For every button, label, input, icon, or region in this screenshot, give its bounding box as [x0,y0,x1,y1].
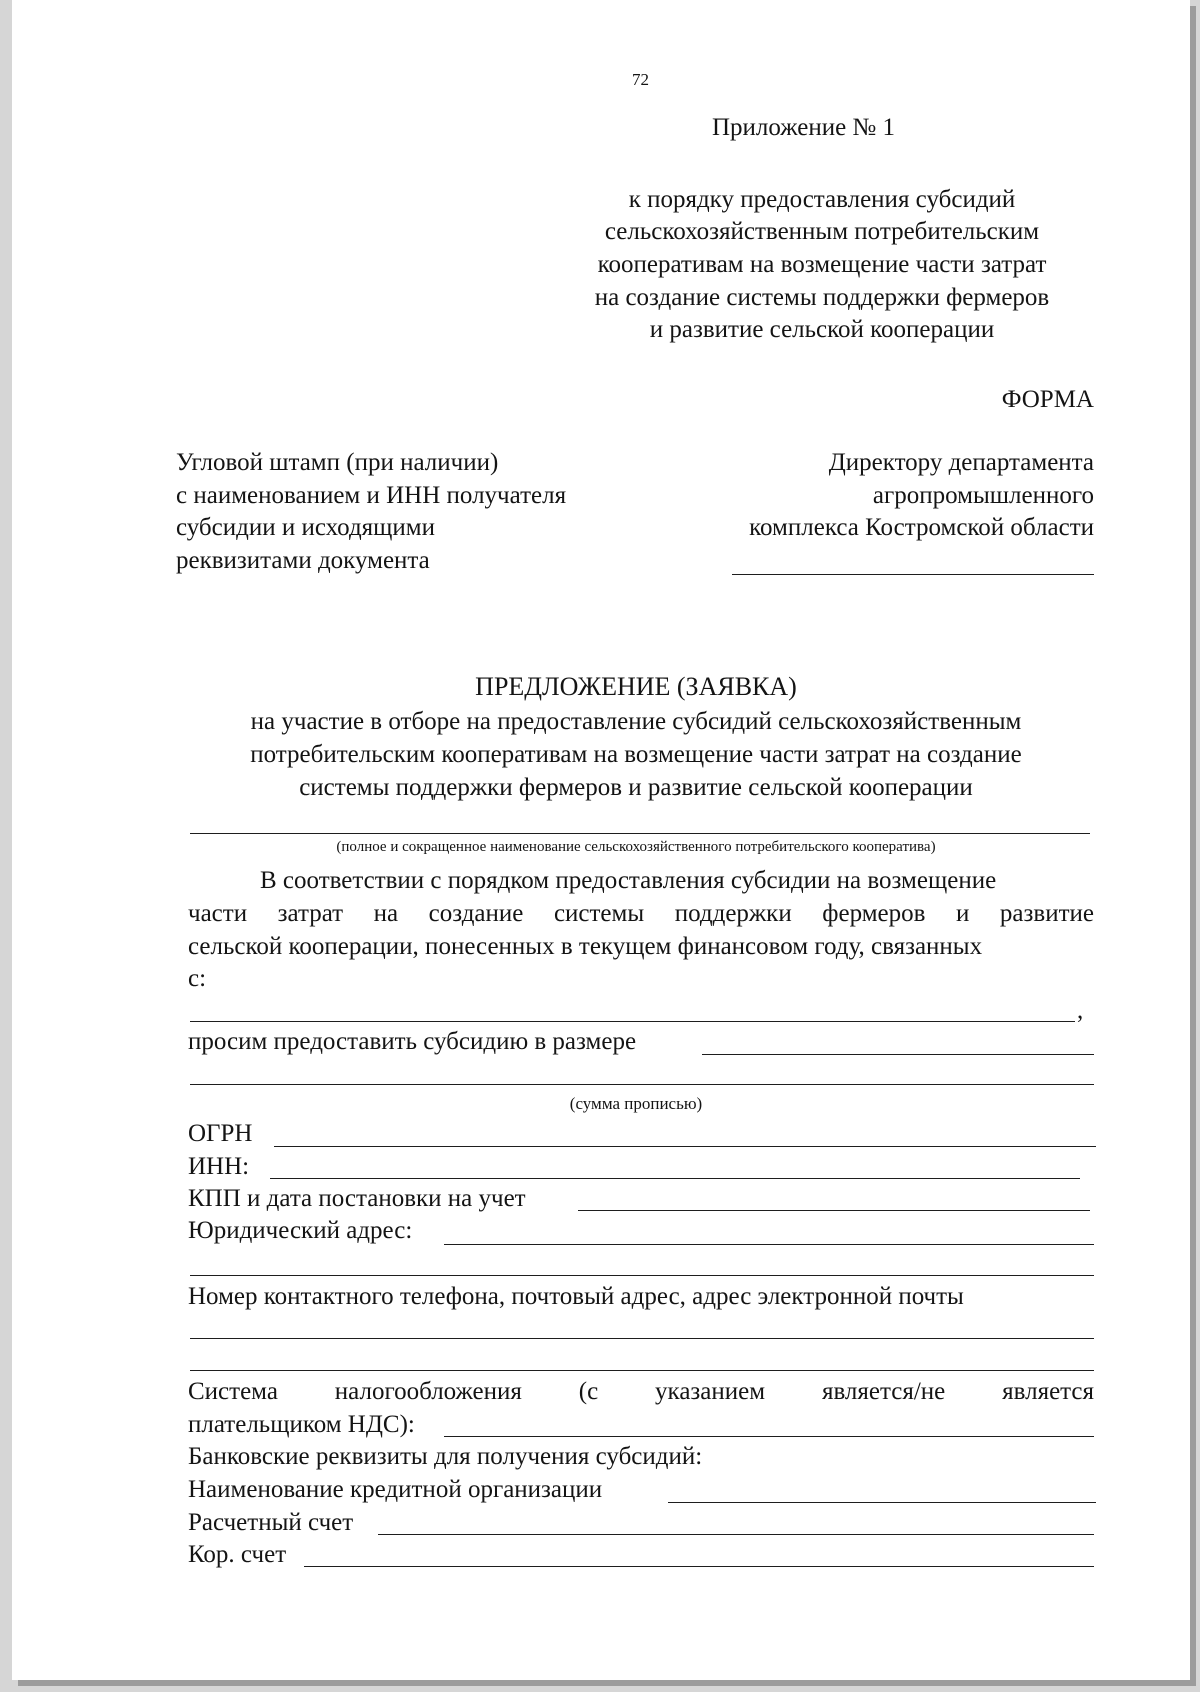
heading-line: потребительским кооперативам на возмещение части затрат на создание [250,741,1022,768]
ogrn-label: ОГРН [188,1120,253,1147]
appendix-line: сельскохозяйственным потребительским [604,218,1040,245]
addressee-line: комплекса Костромской области [749,514,1094,541]
page-number: 72 [632,70,649,89]
appendix-line: на создание системы поддержки фермеров [594,284,1050,311]
corr-account-field[interactable] [304,1566,1094,1567]
current-account-field[interactable] [378,1534,1094,1535]
purpose-comma: , [1077,997,1084,1024]
body-line: В соответствии с порядком предоставления субсидии на возмещение [260,867,997,894]
inn-label: ИНН: [188,1153,250,1180]
heading-line: системы поддержки фермеров и развитие сельской кооперации [299,774,973,801]
legal-address-field-2[interactable] [190,1275,1094,1276]
heading-line: на участие в отборе на предоставление субсидий сельскохозяйственным [250,708,1022,735]
ogrn-field[interactable] [274,1146,1096,1147]
legal-address-label: Юридический адрес: [188,1217,413,1244]
stamp-line: субсидии и исходящими [176,514,436,541]
kpp-field[interactable] [578,1210,1090,1211]
bank-name-label: Наименование кредитной организации [188,1476,603,1503]
addressee-line: агропромышленного [872,482,1094,509]
current-account-label: Расчетный счет [188,1509,354,1536]
document-page [12,0,1190,1680]
appendix-line: к порядку предоставления субсидий [628,186,1016,213]
addressee-line: Директору департамента [828,449,1094,476]
stamp-line: Угловой штамп (при наличии) [176,449,499,476]
bank-name-field[interactable] [668,1502,1096,1503]
tax-system-label: Система налогообложения (с указанием является/не является [188,1378,1094,1405]
body-line: с: [188,965,207,992]
appendix-line: кооперативам на возмещение части затрат [597,251,1047,278]
inn-field[interactable] [270,1178,1080,1179]
body-line: сельской кооперации, понесенных в текущем финансовом году, связанных [188,933,983,960]
amount-blank[interactable] [702,1054,1094,1055]
request-label: просим предоставить субсидию в размере [188,1028,637,1055]
contacts-field[interactable] [190,1338,1094,1339]
body-line: части затрат на создание системы поддержки фермеров и развитие [188,900,1094,927]
form-label: ФОРМА [1001,386,1094,413]
addressee-name-blank[interactable] [732,574,1094,575]
tax-system-field[interactable] [444,1436,1094,1437]
corr-account-label: Кор. счет [188,1541,287,1568]
purpose-blank[interactable] [190,1021,1075,1022]
appendix-title: Приложение № 1 [712,114,896,141]
contacts-field-2[interactable] [190,1370,1094,1371]
bank-details-label: Банковские реквизиты для получения субсидий: [188,1443,703,1470]
coop-name-blank[interactable] [190,833,1090,834]
appendix-line: и развитие сельской кооперации [649,316,995,343]
contacts-label: Номер контактного телефона, почтовый адрес, адрес электронной почты [188,1283,964,1310]
kpp-label: КПП и дата постановки на учет [188,1185,526,1212]
tax-system-label-2: плательщиком НДС): [188,1411,415,1438]
amount-words-blank[interactable] [190,1084,1094,1085]
amount-caption: (сумма прописью) [569,1094,703,1113]
stamp-line: с наименованием и ИНН получателя [176,482,567,509]
document-title: ПРЕДЛОЖЕНИЕ (ЗАЯВКА) [475,672,797,701]
legal-address-field[interactable] [444,1244,1094,1245]
stamp-line: реквизитами документа [176,547,430,574]
coop-name-caption: (полное и сокращенное наименование сельскохозяйственного потребительского кооператива) [336,839,936,855]
